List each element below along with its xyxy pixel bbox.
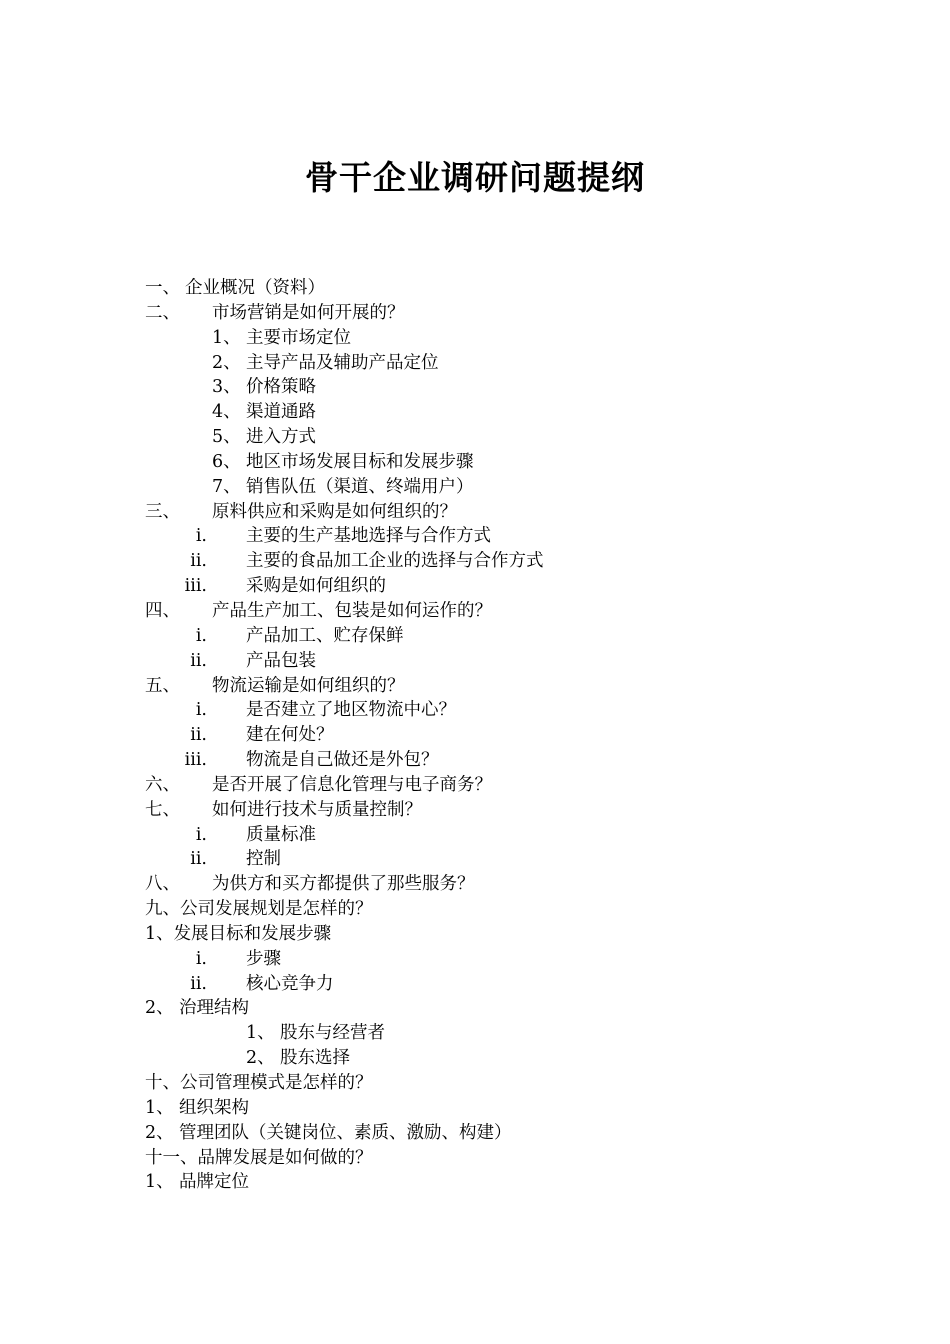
outline-text: 是否建立了地区物流中心？: [246, 700, 456, 721]
outline-item: [0, 1170, 950, 1195]
outline-item: [0, 1021, 950, 1046]
outline-marker: 4、: [212, 402, 241, 423]
outline-marker: 六、: [145, 774, 180, 795]
outline-item: [0, 897, 950, 922]
outline-item: [0, 450, 950, 475]
outline-text: 企业概况（资料）: [185, 278, 325, 298]
outline-marker: ii.: [190, 849, 207, 870]
outline-item: [0, 1071, 950, 1096]
outline-item: [0, 674, 950, 699]
outline-text: 产品生产加工、包装是如何运作的？: [212, 600, 492, 621]
outline-text: 核心竞争力: [246, 973, 334, 994]
outline-text: 采购是如何组织的: [246, 576, 386, 597]
outline-text: 产品加工、贮存保鲜: [246, 625, 404, 646]
outline-item: [0, 847, 950, 872]
outline-marker: 四、: [145, 600, 180, 621]
outline-text: 九、公司发展规划是怎样的？: [145, 899, 373, 920]
outline-marker: 二、: [145, 302, 180, 323]
outline-marker: iii.: [184, 576, 207, 597]
outline-marker: 2、: [246, 1048, 275, 1069]
outline-text: 主要的食品加工企业的选择与合作方式: [246, 551, 544, 572]
outline-marker: i.: [195, 824, 207, 845]
outline-marker: 1、: [145, 1097, 174, 1118]
outline-item: [0, 400, 950, 425]
outline-item: [0, 326, 950, 351]
outline-text: 质量标准: [246, 824, 316, 845]
outline-marker: ii.: [190, 725, 207, 746]
outline-marker: 2、: [145, 998, 174, 1019]
outline-item: [0, 500, 950, 525]
outline-text: 渠道通路: [246, 402, 316, 423]
outline-text: 主要的生产基地选择与合作方式: [246, 526, 491, 547]
outline-marker: 七、: [145, 799, 180, 820]
outline-item: [0, 599, 950, 624]
outline-item: [0, 549, 950, 574]
outline-marker: ii.: [190, 650, 207, 671]
outline-text: 物流运输是如何组织的？: [212, 675, 405, 696]
outline-text: 1、发展目标和发展步骤: [145, 923, 332, 944]
outline-item: [0, 972, 950, 997]
outline-list: [0, 276, 950, 1195]
outline-text: 是否开展了信息化管理与电子商务？: [212, 774, 492, 795]
page-title: 骨干企业调研问题提纲: [305, 158, 645, 197]
outline-text: 股东与经营者: [280, 1023, 385, 1044]
outline-item: [0, 475, 950, 500]
outline-text: 物流是自己做还是外包？: [246, 750, 439, 771]
outline-text: 步骤: [246, 948, 281, 969]
outline-text: 管理团队（关键岗位、素质、激励、构建）: [179, 1122, 512, 1143]
outline-marker: i.: [195, 700, 207, 721]
outline-text: 产品包装: [246, 650, 316, 671]
outline-marker: 5、: [212, 427, 241, 448]
outline-item: [0, 1096, 950, 1121]
outline-item: [0, 798, 950, 823]
outline-text: 控制: [246, 849, 281, 870]
outline-marker: 一、: [145, 278, 180, 298]
outline-item: [0, 698, 950, 723]
outline-marker: 7、: [212, 476, 241, 497]
outline-item: [0, 773, 950, 798]
outline-marker: 1、: [246, 1023, 275, 1044]
outline-item: [0, 823, 950, 848]
outline-item: [0, 524, 950, 549]
outline-item: [0, 1046, 950, 1071]
outline-item: [0, 375, 950, 400]
outline-marker: 1、: [145, 1172, 174, 1193]
outline-item: [0, 351, 950, 376]
outline-item: [0, 1146, 950, 1171]
outline-text: 品牌定位: [179, 1172, 249, 1193]
outline-text: 十、公司管理模式是怎样的？: [145, 1073, 373, 1093]
outline-item: [0, 996, 950, 1021]
outline-item: [0, 624, 950, 649]
outline-text: 市场营销是如何开展的？: [212, 302, 405, 323]
outline-marker: iii.: [184, 750, 207, 771]
outline-marker: 1、: [212, 327, 241, 348]
outline-text: 价格策略: [246, 377, 316, 398]
outline-item: [0, 947, 950, 972]
outline-text: 组织架构: [179, 1097, 249, 1118]
outline-item: [0, 276, 950, 301]
outline-item: [0, 301, 950, 326]
outline-text: 为供方和买方都提供了那些服务？: [212, 874, 475, 895]
outline-marker: i.: [195, 625, 207, 646]
outline-marker: ii.: [190, 551, 207, 572]
outline-text: 地区市场发展目标和发展步骤: [246, 451, 474, 472]
outline-text: 主要市场定位: [246, 327, 351, 348]
outline-item: [0, 649, 950, 674]
outline-marker: 2、: [212, 352, 241, 373]
outline-item: [0, 922, 950, 947]
outline-item: [0, 1121, 950, 1146]
outline-text: 进入方式: [246, 427, 316, 448]
outline-item: [0, 574, 950, 599]
outline-marker: 八、: [145, 874, 180, 895]
outline-text: 十一、品牌发展是如何做的？: [145, 1147, 373, 1168]
outline-marker: 三、: [145, 501, 180, 522]
outline-item: [0, 723, 950, 748]
outline-marker: i.: [195, 948, 207, 969]
outline-text: 销售队伍（渠道、终端用户）: [246, 476, 474, 497]
outline-marker: 6、: [212, 451, 241, 472]
outline-text: 原料供应和采购是如何组织的？: [212, 501, 457, 522]
outline-item: [0, 748, 950, 773]
outline-marker: i.: [195, 526, 207, 547]
outline-text: 如何进行技术与质量控制？: [212, 799, 422, 820]
outline-text: 股东选择: [280, 1048, 350, 1069]
outline-item: [0, 872, 950, 897]
outline-marker: 五、: [145, 675, 180, 696]
outline-marker: 2、: [145, 1122, 174, 1143]
outline-text: 治理结构: [179, 998, 249, 1019]
outline-marker: ii.: [190, 973, 207, 994]
outline-text: 建在何处？: [246, 725, 334, 746]
outline-marker: 3、: [212, 377, 241, 398]
outline-text: 主导产品及辅助产品定位: [246, 352, 439, 373]
outline-item: [0, 425, 950, 450]
